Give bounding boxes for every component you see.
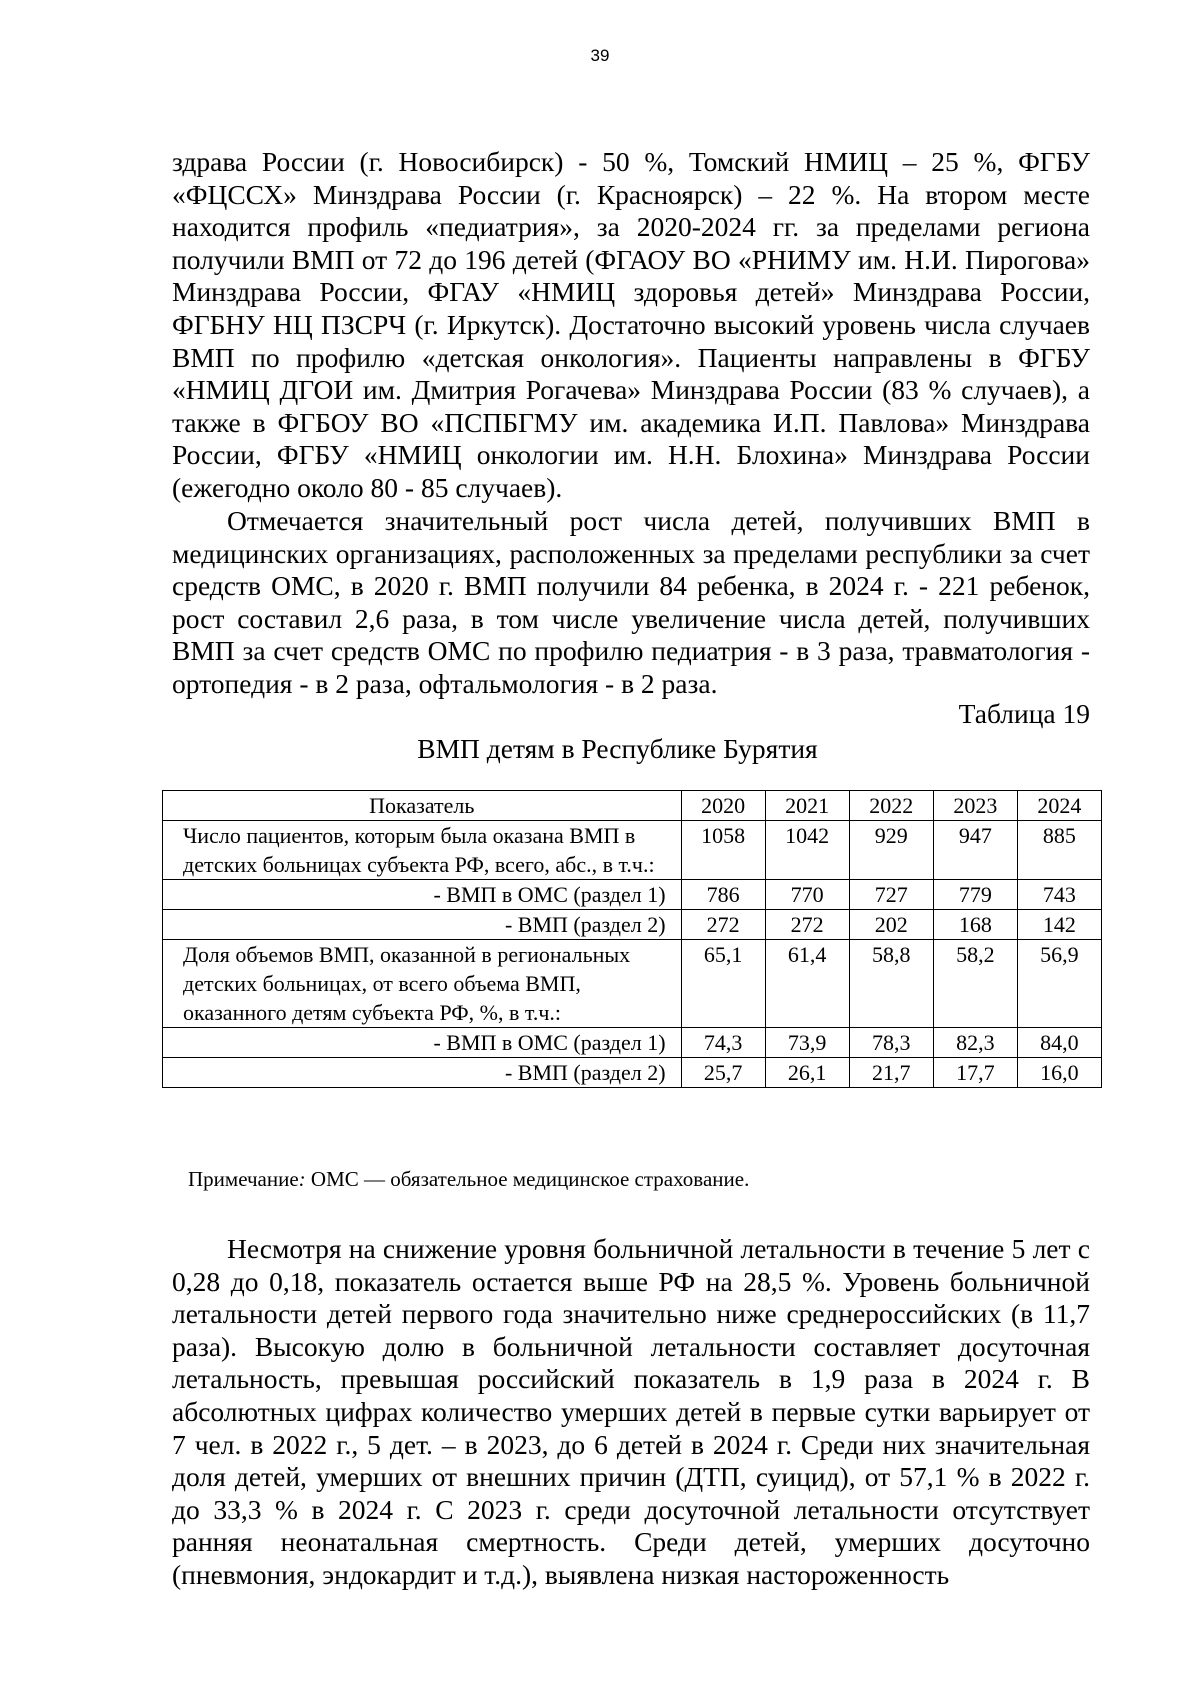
row-label: - ВМП (раздел 2) bbox=[163, 1058, 682, 1088]
cell-value: 202 bbox=[849, 910, 933, 940]
table-row bbox=[163, 910, 1102, 940]
paragraph-2: Отмечается значительный рост числа детей, получивших ВМП в медицинских организациях, расположенных за пределами республики за счет средств ОМС, в 2020 г. ВМП получили 84 ребенка, в 2024 г. - 221 ребенок, рост составил 2,6 раза, в том числе увеличение числа детей, получивших ВМП за счет средств ОМС по профилю педиатрия - в 3 раза, травматология - ортопедия - в 2 раза, офтальмология - в 2 раза. bbox=[172, 505, 1090, 699]
cell-value: 168 bbox=[933, 910, 1017, 940]
note-colon: : bbox=[298, 1167, 306, 1191]
cell-value: 885 bbox=[1017, 821, 1101, 880]
cell-value: 272 bbox=[681, 910, 765, 940]
cell-value: 727 bbox=[849, 880, 933, 910]
cell-value: 1058 bbox=[681, 821, 765, 880]
cell-value: 25,7 bbox=[681, 1058, 765, 1088]
row-label: - ВМП в ОМС (раздел 1) bbox=[163, 880, 682, 910]
cell-value: 21,7 bbox=[849, 1058, 933, 1088]
cell-value: 56,9 bbox=[1017, 940, 1101, 1028]
paragraph-1: здрава России (г. Новосибирск) - 50 %, Томский НМИЦ – 25 %, ФГБУ «ФЦССХ» Минздрава России (г. Красноярск) – 22 %. На втором месте находится профиль «педиатрия», за 2020-2024 гг. за пределами региона получили ВМП от 72 до 196 детей (ФГАОУ ВО «РНИМУ им. Н.И. Пирогова» Минздрава России, ФГАУ «НМИЦ здоровья детей» Минздрава России, ФГБНУ НЦ ПЗСРЧ (г. Иркутск). Достаточно высокий уровень числа случаев ВМП по профилю «детская онкология». Пациенты направлены в ФГБУ «НМИЦ ДГОИ им. Дмитрия Рогачева» Минздрава России (83 % случаев), а также в ФГБОУ ВО «ПСПБГМУ им. академика И.П. Павлова» Минздрава России, ФГБУ «НМИЦ онкологии им. Н.Н. Блохина» Минздрава России (ежегодно около 80 - 85 случаев). bbox=[172, 146, 1090, 503]
cell-value: 17,7 bbox=[933, 1058, 1017, 1088]
cell-value: 65,1 bbox=[681, 940, 765, 1028]
cell-value: 929 bbox=[849, 821, 933, 880]
cell-value: 770 bbox=[765, 880, 849, 910]
paragraph-3: Несмотря на снижение уровня больничной летальности в течение 5 лет с 0,28 до 0,18, показатель остается выше РФ на 28,5 %. Уровень больничной летальности детей первого года значительно ниже среднероссийских (в 11,7 раза). Высокую долю в больничной летальности составляет досуточная летальность, превышая российский показатель в 1,9 раза в 2024 г. В абсолютных цифрах количество умерших детей в первые сутки варьирует от 7 чел. в 2022 г., 5 дет. – в 2023, до 6 детей в 2024 г. Среди них значительная доля детей, умерших от внешних причин (ДТП, суицид), от 57,1 % в 2022 г. до 33,3 % в 2024 г. С 2023 г. среди досуточной летальности отсутствует ранняя неонатальная смертность. Среди детей, умерших досуточно (пневмония, эндокардит и т.д.), выявлена низкая настороженность bbox=[172, 1233, 1090, 1590]
header-year: 2023 bbox=[933, 791, 1017, 821]
cell-value: 779 bbox=[933, 880, 1017, 910]
table-note bbox=[188, 1165, 749, 1193]
header-year: 2022 bbox=[849, 791, 933, 821]
cell-value: 78,3 bbox=[849, 1028, 933, 1058]
cell-value: 743 bbox=[1017, 880, 1101, 910]
cell-value: 1042 bbox=[765, 821, 849, 880]
table-row bbox=[163, 821, 1102, 880]
note-text: ОМС — обязательное медицинское страхование. bbox=[305, 1167, 750, 1191]
cell-value: 74,3 bbox=[681, 1028, 765, 1058]
cell-value: 16,0 bbox=[1017, 1058, 1101, 1088]
row-label: Число пациентов, которым была оказана ВМП в детских больницах субъекта РФ, всего, абс., в т.ч.: bbox=[163, 821, 682, 880]
cell-value: 73,9 bbox=[765, 1028, 849, 1058]
cell-value: 142 bbox=[1017, 910, 1101, 940]
cell-value: 58,2 bbox=[933, 940, 1017, 1028]
header-year: 2021 bbox=[765, 791, 849, 821]
row-label: - ВМП (раздел 2) bbox=[163, 910, 682, 940]
cell-value: 61,4 bbox=[765, 940, 849, 1028]
cell-value: 84,0 bbox=[1017, 1028, 1101, 1058]
cell-value: 947 bbox=[933, 821, 1017, 880]
cell-value: 272 bbox=[765, 910, 849, 940]
table-row bbox=[163, 880, 1102, 910]
row-label: Доля объемов ВМП, оказанной в региональных детских больницах, от всего объема ВМП, оказанного детям субъекта РФ, %, в т.ч.: bbox=[163, 940, 682, 1028]
cell-value: 26,1 bbox=[765, 1058, 849, 1088]
table-title: ВМП детям в Республике Бурятия bbox=[417, 733, 818, 764]
header-year: 2020 bbox=[681, 791, 765, 821]
header-indicator: Показатель bbox=[163, 791, 682, 821]
vmp-table bbox=[162, 790, 1102, 1088]
page-number: 39 bbox=[590, 46, 610, 65]
table-row bbox=[163, 1028, 1102, 1058]
row-label: - ВМП в ОМС (раздел 1) bbox=[163, 1028, 682, 1058]
table-row bbox=[163, 1058, 1102, 1088]
cell-value: 786 bbox=[681, 880, 765, 910]
cell-value: 82,3 bbox=[933, 1028, 1017, 1058]
table-row bbox=[163, 940, 1102, 1028]
table-label: Таблица 19 bbox=[958, 698, 1090, 729]
header-year: 2024 bbox=[1017, 791, 1101, 821]
note-prefix: Примечание bbox=[188, 1167, 299, 1191]
cell-value: 58,8 bbox=[849, 940, 933, 1028]
table-header-row bbox=[163, 791, 1102, 821]
